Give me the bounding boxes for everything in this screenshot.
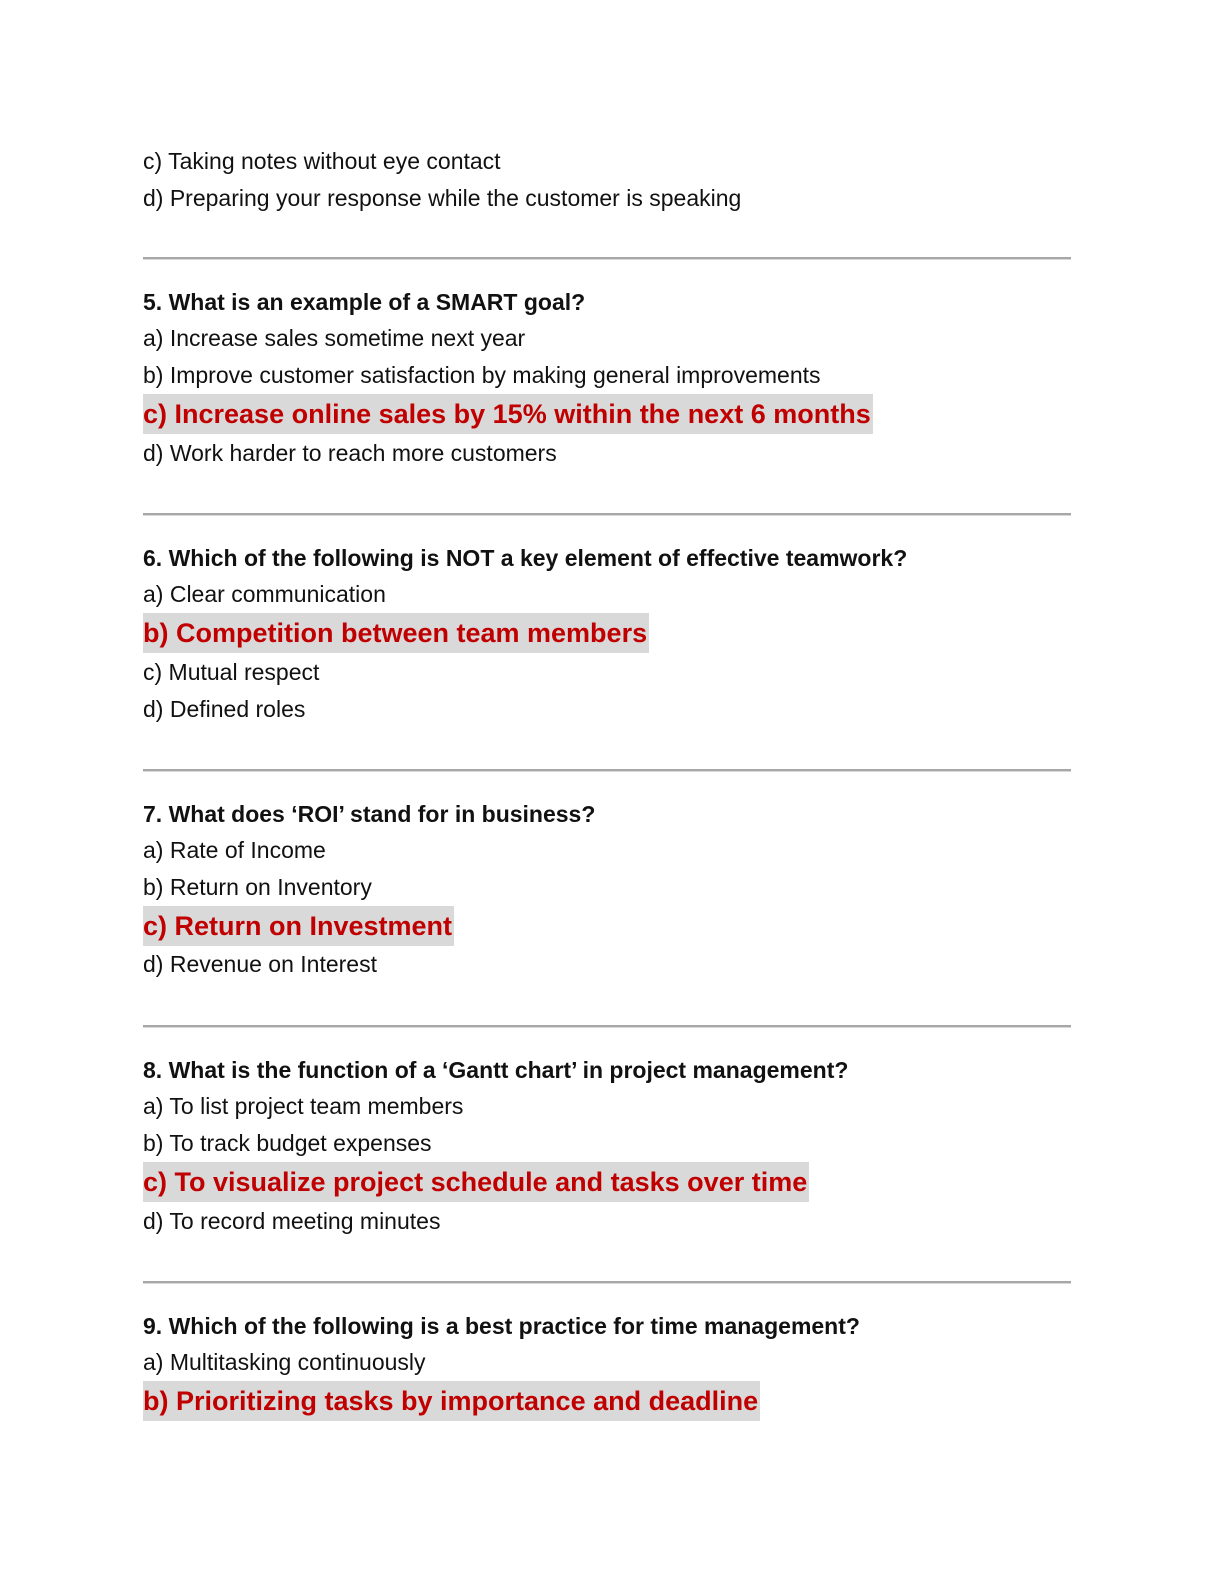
q5-option-a: a) Increase sales sometime next year bbox=[143, 325, 526, 351]
q6-question: 6. Which of the following is NOT a key element of effective teamwork? bbox=[143, 545, 908, 571]
divider bbox=[143, 769, 1071, 771]
q9-question: 9. Which of the following is a best practice for time management? bbox=[143, 1313, 860, 1339]
q8-option-b: b) To track budget expenses bbox=[143, 1130, 432, 1156]
divider bbox=[143, 513, 1071, 515]
q7-correct-answer: c) Return on Investment bbox=[143, 906, 454, 946]
q5-option-d: d) Work harder to reach more customers bbox=[143, 440, 557, 466]
q8-question: 8. What is the function of a ‘Gantt chart’ in project management? bbox=[143, 1057, 849, 1083]
q6-option-c: c) Mutual respect bbox=[143, 659, 320, 685]
divider bbox=[143, 257, 1071, 259]
q9-option-a: a) Multitasking continuously bbox=[143, 1349, 426, 1375]
divider bbox=[143, 1025, 1071, 1027]
q8-option-a: a) To list project team members bbox=[143, 1093, 464, 1119]
q8-correct-answer: c) To visualize project schedule and tasks over time bbox=[143, 1162, 809, 1202]
q6-correct-answer: b) Competition between team members bbox=[143, 613, 649, 653]
q5-correct-answer: c) Increase online sales by 15% within the next 6 months bbox=[143, 394, 873, 434]
q5-option-b: b) Improve customer satisfaction by making general improvements bbox=[143, 362, 821, 388]
q4-option-c: c) Taking notes without eye contact bbox=[143, 148, 501, 174]
q7-option-b: b) Return on Inventory bbox=[143, 874, 372, 900]
q7-question: 7. What does ‘ROI’ stand for in business? bbox=[143, 801, 596, 827]
q8-option-d: d) To record meeting minutes bbox=[143, 1208, 441, 1234]
q9-correct-answer: b) Prioritizing tasks by importance and deadline bbox=[143, 1381, 760, 1421]
q6-option-a: a) Clear communication bbox=[143, 581, 386, 607]
q5-question: 5. What is an example of a SMART goal? bbox=[143, 289, 586, 315]
q7-option-d: d) Revenue on Interest bbox=[143, 951, 377, 977]
divider bbox=[143, 1281, 1071, 1283]
q6-option-d: d) Defined roles bbox=[143, 696, 306, 722]
q7-option-a: a) Rate of Income bbox=[143, 837, 326, 863]
q4-option-d: d) Preparing your response while the customer is speaking bbox=[143, 185, 742, 211]
